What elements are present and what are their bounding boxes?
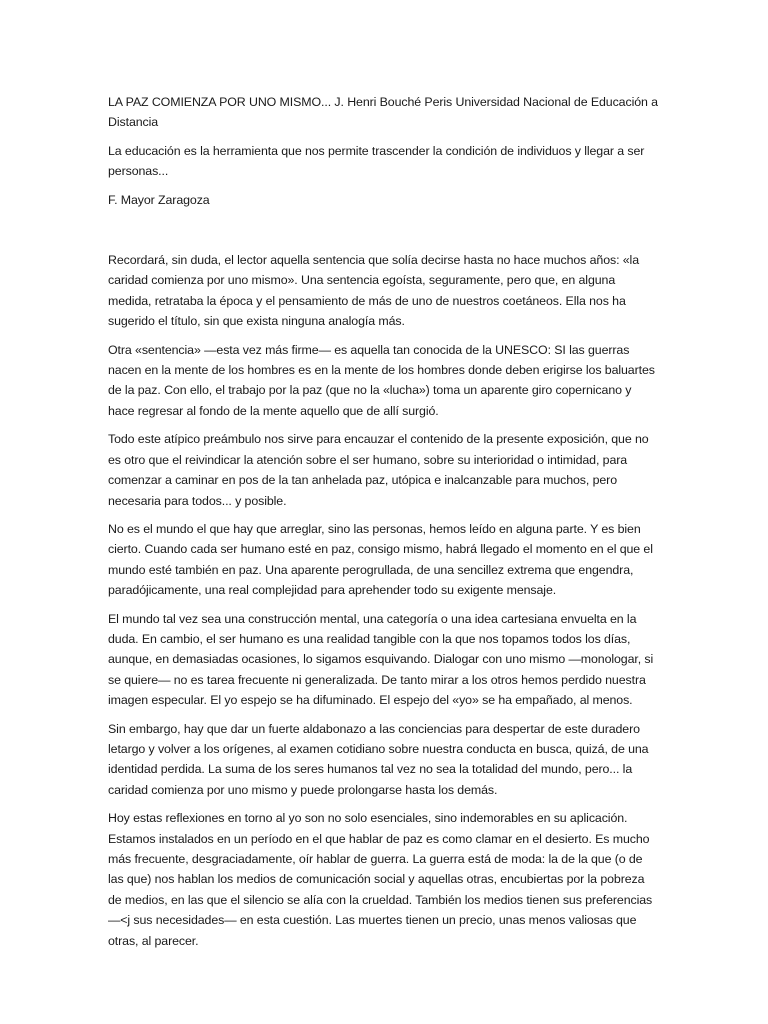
body-paragraph-5: El mundo tal vez sea una construcción mental, una categoría o una idea cartesiana envuelta en la duda. En cambio, el ser humano es una realidad tangible con la que nos topamos todos los días, aunque, en demasiadas ocasiones, lo sigamos esquivando. Dialogar con uno mismo —monologar, si se quiere— no es tarea frecuente ni generalizada. De tanto mirar a los otros hemos perdido nuestra imagen especular. El yo espejo se ha difuminado. El espejo del «yo» se ha empañado, al menos. [108, 611, 654, 708]
epigraph-quote: La educación es la herramienta que nos permite trascender la condición de individuos y llegar a ser personas... [108, 143, 645, 179]
body-paragraph-2: Otra «sentencia» —esta vez más firme— es aquella tan conocida de la UNESCO: SI las guerras nacen en la mente de los hombres es en la mente de los hombres donde deben erigirse los baluartes de la paz. Con ello, el trabajo por la paz (que no la «lucha») toma un aparente giro copernicano y hace regresar al fondo de la mente aquello que de allí surgió. [108, 342, 655, 418]
document-title: LA PAZ COMIENZA POR UNO MISMO... J. Henri Bouché Peris Universidad Nacional de Educación a Distancia [108, 95, 658, 130]
body-paragraph-1: Recordará, sin duda, el lector aquella sentencia que solía decirse hasta no hace muchos años: «la caridad comienza por uno mismo». Una sentencia egoísta, seguramente, pero que, en alguna medida, retrataba la época y el pensamiento de más de uno de nuestros coetáneos. Ella nos ha sugerido el título, sin que exista ninguna analogía más. [108, 253, 640, 329]
epigraph-author: F. Mayor Zaragoza [108, 192, 210, 207]
document-page [108, 92, 660, 959]
body-paragraph-6: Sin embargo, hay que dar un fuerte aldabonazo a las conciencias para despertar de este duradero letargo y volver a los orígenes, al examen cotidiano sobre nuestra conducta en busca, quizá, de una identidad perdida. La suma de los seres humanos tal vez no sea la totalidad del mundo, pero... la caridad comienza por uno mismo y puede prolongarse hasta los demás. [108, 721, 649, 797]
body-paragraph-3: Todo este atípico preámbulo nos sirve para encauzar el contenido de la presente exposición, que no es otro que el reivindicar la atención sobre el ser humano, sobre su interioridad o intimidad, para comenzar a caminar en pos de la tan anhelada paz, utópica e inalcanzable para muchos, pero necesaria para todos... y posible. [108, 432, 649, 508]
body-paragraph-7: Hoy estas reflexiones en torno al yo son no solo esenciales, sino indemorables en su aplicación. Estamos instalados en un período en el que hablar de paz es como clamar en el desierto. Es mucho más frecuente, desgraciadamente, oír hablar de guerra. La guerra está de moda: la de la que (o de las que) nos hablan los medios de comunicación social y aquellas otras, encubiertas por la pobreza de medios, en las que el silencio se alía con la crueldad. También los medios tienen sus preferencias —<j sus necesidades— en esta cuestión. Las muertes tienen un precio, unas menos valiosas que otras, al parecer. [108, 811, 653, 948]
body-paragraph-4: No es el mundo el que hay que arreglar, sino las personas, hemos leído en alguna parte. Y es bien cierto. Cuando cada ser humano esté en paz, consigo mismo, habrá llegado el momento en el que el mundo esté también en paz. Una aparente perogrullada, de una sencillez extrema que engendra, paradójicamente, una real complejidad para aprehender todo su exigente mensaje. [108, 521, 653, 598]
